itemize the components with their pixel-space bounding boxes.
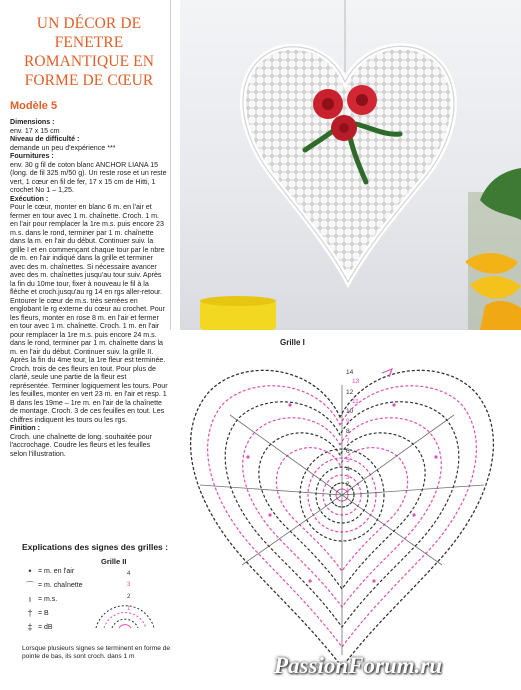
row-number: 6 bbox=[346, 448, 350, 455]
chain-stitch-icon: • bbox=[28, 566, 32, 576]
page-title: UN DÉCOR DE FENETRE ROMANTIQUE EN FORME DE CŒUR bbox=[23, 15, 155, 89]
dimensions-value: env. 17 x 15 cm bbox=[10, 126, 60, 135]
row-number: 13 bbox=[352, 378, 360, 385]
row-number: 14 bbox=[346, 369, 354, 376]
row-numbers bbox=[346, 369, 360, 494]
row-number: 1 bbox=[346, 487, 350, 494]
double-treble-icon: ‡ bbox=[27, 622, 33, 632]
watermark: PassionForum.ru bbox=[274, 653, 443, 678]
column-divider bbox=[170, 0, 171, 330]
grille-1-label: Grille I bbox=[280, 338, 305, 347]
grille-2-number: 2 bbox=[127, 594, 131, 600]
row-number: 4 bbox=[346, 466, 350, 473]
instructions-text bbox=[10, 118, 168, 458]
row-number: 3 bbox=[346, 474, 350, 481]
finish-label: Finition : bbox=[10, 424, 40, 432]
arrow-icon bbox=[382, 369, 392, 377]
difficulty-label: Niveau de difficulté : bbox=[10, 135, 80, 143]
supplies-value: env. 30 g fil de coton blanc ANCHOR LIANA 15 (long. de fil 325 m/50 g). Un reste rose et un reste vert, 1 cœur en fil de fer, 17 x 15 cm de Hitti, 1 crochet No 1 – 1,25. bbox=[10, 160, 167, 194]
grille-2-number: 4 bbox=[127, 571, 131, 577]
grille-2-number: 1 bbox=[127, 606, 131, 612]
heart-photo bbox=[180, 0, 521, 330]
dimensions-label: Dimensions : bbox=[10, 118, 55, 126]
treble-icon: † bbox=[27, 608, 33, 618]
row-number: 5 bbox=[346, 457, 350, 464]
row-number: 8 bbox=[346, 428, 350, 435]
legend-title: Explications des signes des grilles : bbox=[22, 542, 168, 552]
model-label: Modèle 5 bbox=[10, 100, 58, 112]
lace-heart bbox=[243, 46, 454, 282]
row-number: 2 bbox=[346, 481, 350, 488]
grille-1-diagram bbox=[170, 345, 515, 675]
slip-stitch-icon: ⌒ bbox=[25, 580, 35, 591]
supplies-label: Fournitures : bbox=[10, 152, 54, 160]
row-number: 9 bbox=[346, 418, 350, 425]
single-crochet-icon: ı bbox=[28, 594, 32, 604]
difficulty-value: demande un peu d'expérience *** bbox=[10, 143, 116, 152]
row-number: 10 bbox=[346, 408, 354, 415]
grille-2-diagram bbox=[92, 566, 158, 632]
row-number: 12 bbox=[346, 389, 354, 396]
legend-item-text: = dB bbox=[38, 623, 53, 631]
row-number: 7 bbox=[346, 438, 350, 445]
execution-label: Exécution : bbox=[10, 194, 49, 203]
legend-item-text: = B bbox=[38, 609, 49, 617]
heart-photo-illustration bbox=[180, 0, 521, 330]
legend-item-text: = m. chaînette bbox=[38, 581, 83, 589]
grille-2-label: Grille II bbox=[101, 557, 127, 566]
legend-item-text: = m.s. bbox=[38, 595, 58, 603]
row-number: 11 bbox=[352, 398, 359, 405]
execution-value: Pour le cœur, monter en blanc 6 m. en l'air et fermer en tour avec 1 m. chaînette. Croch. 1 m. en l'air pour remplacer la 1re m.s. puis encore 23 m.s. dans le rond, terminer par 1 m. chaînette dans la m. en l'air du début. Continuer suiv. la grille I et en commençant chaque tour par le nbre de m. en l'air indiqué dans la grille et terminer avec des m. chaînettes. Si nécessaire avancer avec des m. chaînettes jusqu'au tour suiv. Après la fin du 10me tour, fixer à nouveau le fil à la flèche et croch.jusqu'au rg 14 en rgs aller-retour. Entourer le cœur de m.s. très serrées en englobant le rg externe du cœur au crochet. Pour les fleurs, monter en rose 8 m. en l'air et fermer en tour avec 1 m. chaînette. Croch. 1 m. en l'air pour remplacer la 1re m.s. puis encore 24 m.s. dans le rond, terminer par 1 m. chaînette dans la m. en l'air du début. Continuer suiv. la grille II. Après la fin du 4me tour, la 1re fleur est terminée. Croch. trois de ces fleurs en tout. Pour plus de clarté, seule une partie de la fleur est représentée. Terminer logiquement les tours. Pour les feuilles, monter en vert 23 m. en l'air et resp. 1 B dans les 19me – 1re m. en l'air de la chaînette de montage. Croch. 3 de ces feuilles en tout. Les chiffres indiquent les tours ou les rgs. bbox=[10, 203, 168, 424]
instructions-column bbox=[10, 14, 168, 458]
footnote: Lorsque plusieurs signes se terminent en forme de pointe de bas, ils sont croch. dans 1 m bbox=[22, 645, 171, 660]
finish-value: Croch. une chaînette de long. souhaitée pour l'accrochage. Coudre les fleurs et les feuilles selon l'illustration. bbox=[10, 432, 152, 458]
legend-item-text: = m. en l'air bbox=[38, 567, 75, 575]
grille-2-number: 3 bbox=[127, 582, 131, 588]
stitch-spokes bbox=[200, 385, 484, 655]
